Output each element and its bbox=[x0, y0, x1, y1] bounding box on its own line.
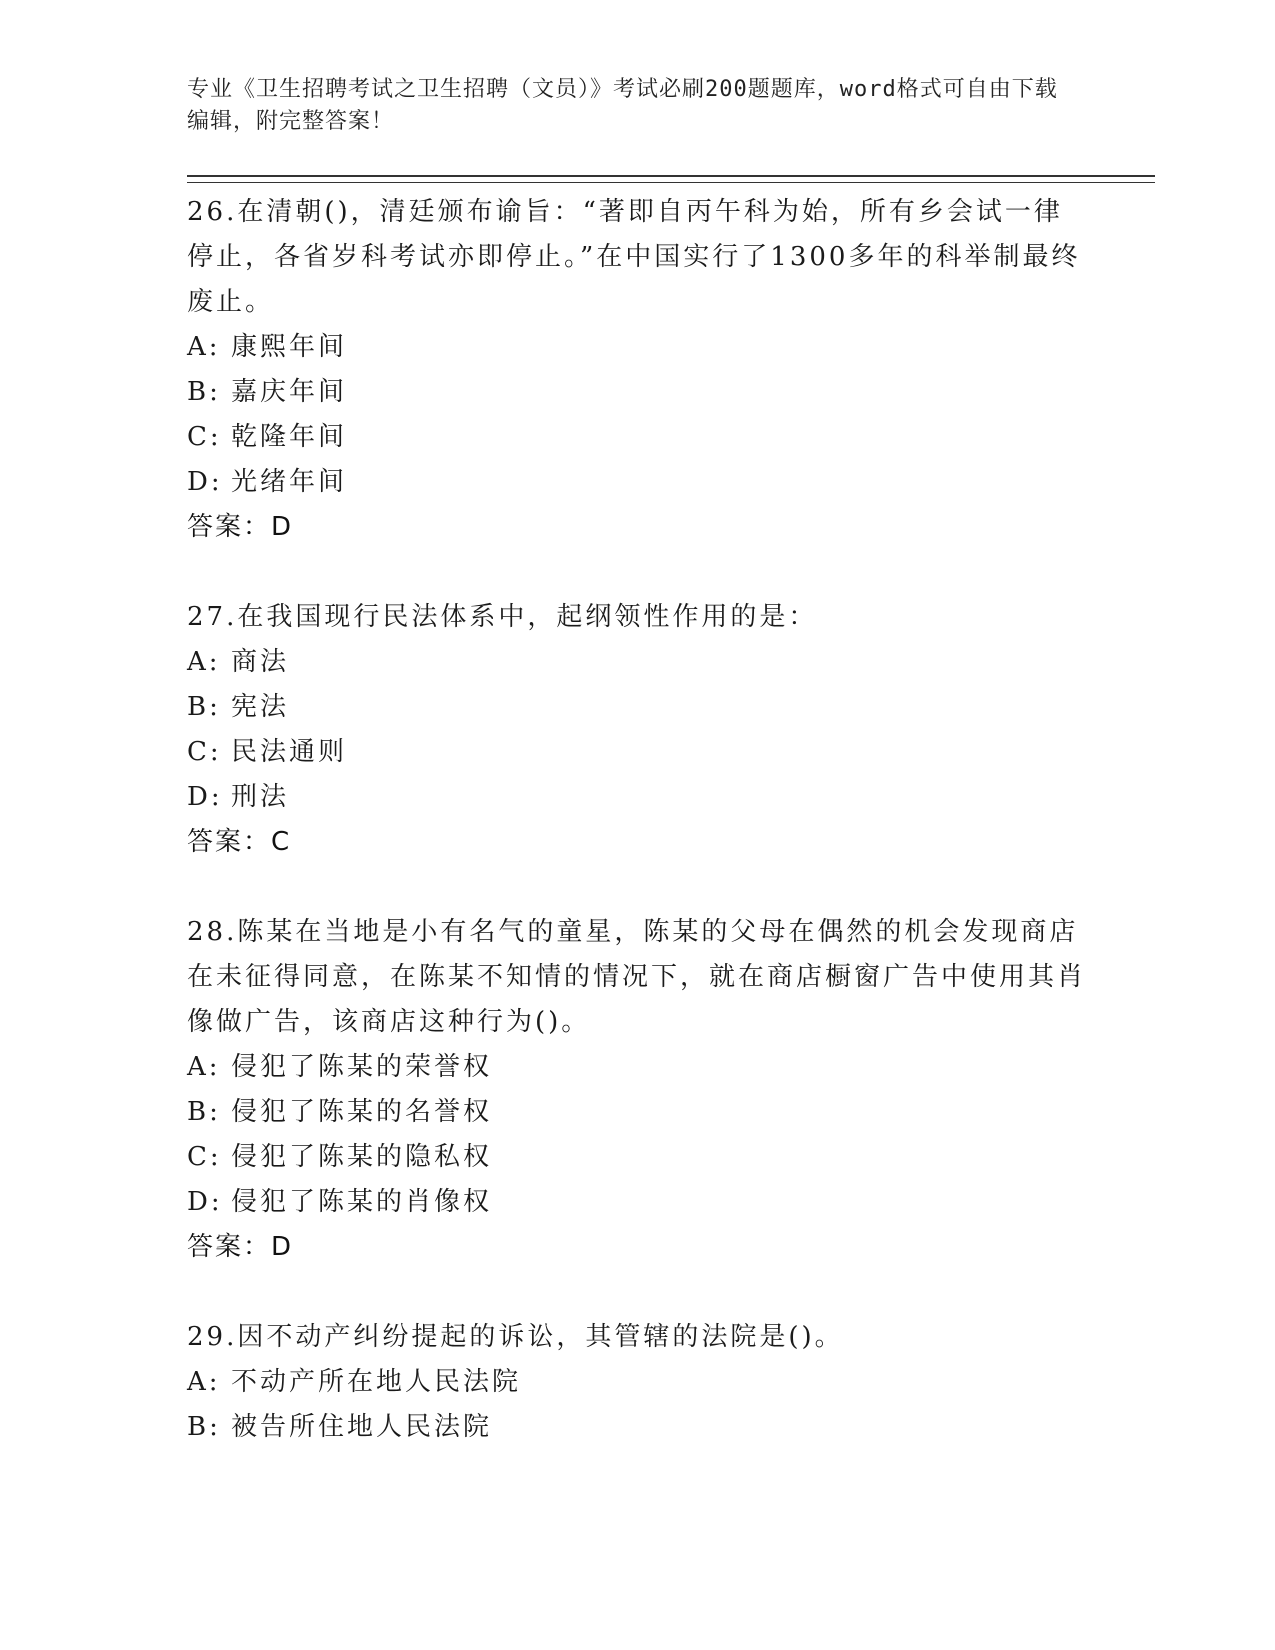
document-header: 专业《卫生招聘考试之卫生招聘（文员）》考试必刷200题题库，word格式可自由下载编辑，附完整答案！ bbox=[187, 77, 1058, 134]
option-text: 康熙年间 bbox=[231, 332, 348, 362]
answer-line: 答案：D bbox=[187, 1232, 294, 1262]
option-b bbox=[187, 370, 1087, 415]
option-letter: A: bbox=[187, 332, 221, 362]
question-27 bbox=[187, 595, 1087, 865]
option-letter: D: bbox=[187, 1187, 223, 1217]
question-26 bbox=[187, 190, 1087, 550]
header-divider-thick bbox=[187, 175, 1155, 177]
option-text: 商法 bbox=[231, 647, 290, 677]
option-text: 侵犯了陈某的肖像权 bbox=[231, 1187, 493, 1217]
option-text: 民法通则 bbox=[231, 737, 348, 767]
option-letter: A: bbox=[187, 647, 221, 677]
option-letter: D: bbox=[187, 467, 223, 497]
option-a bbox=[187, 325, 1087, 370]
option-d bbox=[187, 775, 1087, 820]
option-d bbox=[187, 460, 1087, 505]
option-letter: D: bbox=[187, 782, 223, 812]
option-letter: B: bbox=[187, 1097, 221, 1127]
answer-line: 答案：D bbox=[187, 512, 294, 542]
option-letter: C: bbox=[187, 422, 222, 452]
option-c bbox=[187, 415, 1087, 460]
question-stem: 29.因不动产纠纷提起的诉讼，其管辖的法院是()。 bbox=[187, 1322, 844, 1352]
question-list bbox=[187, 190, 1087, 1495]
option-text: 光绪年间 bbox=[231, 467, 348, 497]
question-stem: 28.陈某在当地是小有名气的童星，陈某的父母在偶然的机会发现商店在未征得同意，在陈某不知情的情况下，就在商店橱窗广告中使用其肖像做广告，该商店这种行为()。 bbox=[187, 917, 1087, 1037]
option-b bbox=[187, 685, 1087, 730]
option-a bbox=[187, 1045, 1087, 1090]
header-divider-thin bbox=[187, 182, 1155, 183]
option-text: 不动产所在地人民法院 bbox=[231, 1367, 522, 1397]
option-letter: B: bbox=[187, 692, 221, 722]
option-d bbox=[187, 1180, 1087, 1225]
option-letter: A: bbox=[187, 1367, 221, 1397]
option-letter: C: bbox=[187, 1142, 222, 1172]
option-letter: B: bbox=[187, 377, 221, 407]
option-text: 乾隆年间 bbox=[231, 422, 348, 452]
question-28 bbox=[187, 910, 1087, 1270]
question-stem: 26.在清朝()，清廷颁布谕旨：“著即自丙午科为始，所有乡会试一律停止，各省岁科考试亦即停止。”在中国实行了1300多年的科举制最终废止。 bbox=[187, 197, 1081, 317]
option-letter: B: bbox=[187, 1412, 221, 1442]
option-text: 被告所住地人民法院 bbox=[231, 1412, 493, 1442]
option-text: 嘉庆年间 bbox=[231, 377, 348, 407]
option-a bbox=[187, 1360, 1087, 1405]
option-text: 宪法 bbox=[231, 692, 290, 722]
answer-line: 答案：C bbox=[187, 827, 292, 857]
option-a bbox=[187, 640, 1087, 685]
option-c bbox=[187, 730, 1087, 775]
option-b bbox=[187, 1090, 1087, 1135]
option-b bbox=[187, 1405, 1087, 1450]
option-text: 刑法 bbox=[231, 782, 290, 812]
option-c bbox=[187, 1135, 1087, 1180]
option-text: 侵犯了陈某的荣誉权 bbox=[231, 1052, 493, 1082]
option-text: 侵犯了陈某的名誉权 bbox=[231, 1097, 493, 1127]
question-29 bbox=[187, 1315, 1087, 1450]
option-text: 侵犯了陈某的隐私权 bbox=[231, 1142, 493, 1172]
option-letter: A: bbox=[187, 1052, 221, 1082]
question-stem: 27.在我国现行民法体系中，起纲领性作用的是： bbox=[187, 602, 818, 632]
option-letter: C: bbox=[187, 737, 222, 767]
